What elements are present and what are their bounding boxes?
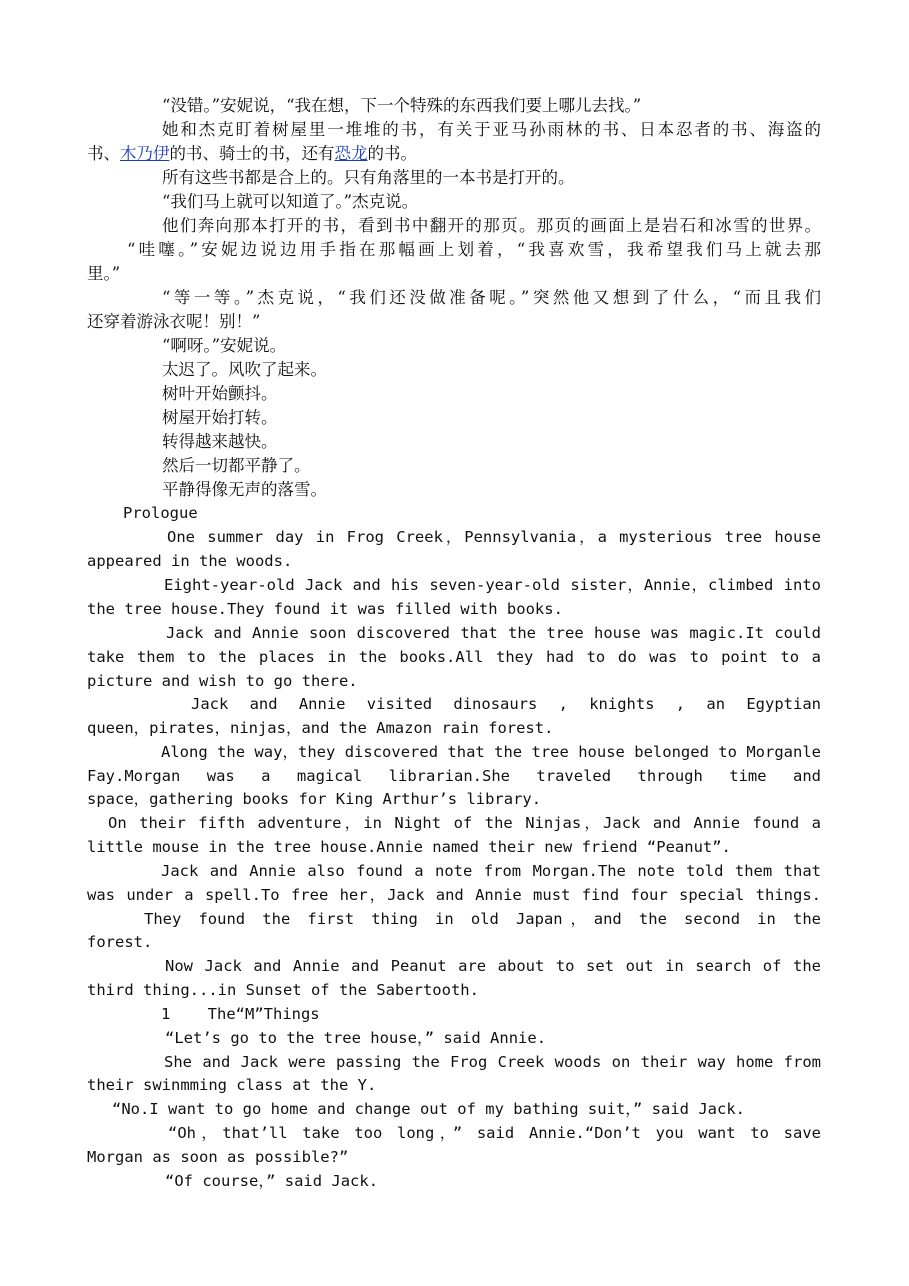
text-line: little mouse in the tree house.Annie named their new friend “Peanut”.: [87, 838, 731, 856]
text-line: space，gathering books for King Arthur’s library.: [87, 790, 542, 808]
text-line: their swinmming class at the Y.: [87, 1076, 377, 1094]
text-line: Jack and Annie soon discovered that the tree house was magic.It could: [166, 624, 821, 642]
text-line: Jack and Annie visited dinosaurs , knights , an Egyptian: [191, 695, 821, 713]
text-line: Eight-year-old Jack and his seven-year-old sister，Annie，climbed into: [164, 576, 821, 594]
text-line: One summer day in Frog Creek，Pennsylvania，a mysterious tree house: [167, 528, 821, 546]
text-line: Morgan as soon as possible?”: [87, 1148, 349, 1166]
text-line: was under a spell.To free her，Jack and Annie must find four special things.: [87, 886, 821, 904]
text-line: 树叶开始颤抖。: [162, 384, 278, 403]
text-segment: 的书。: [367, 144, 417, 163]
text-line: 还穿着游泳衣呢！别！”: [87, 312, 261, 331]
text-line: [87, 142, 821, 166]
text-line: “Let’s go to the tree house，” said Annie.: [165, 1029, 547, 1047]
text-line: the tree house.They found it was filled with books.: [87, 600, 563, 618]
text-line: Now Jack and Annie and Peanut are about to set out in search of the: [165, 957, 821, 975]
text-line: They found the first thing in old Japan，and the second in the: [144, 910, 821, 928]
text-line: 他们奔向那本打开的书，看到书中翻开的那页。那页的画面上是岩石和冰雪的世界。: [162, 216, 821, 235]
text-segment: 书、: [87, 144, 120, 163]
text-line: picture and wish to go there.: [87, 672, 358, 690]
text-segment: 的书、骑士的书，还有: [169, 144, 335, 163]
text-line: forest.: [87, 933, 153, 951]
text-line: 平静得像无声的落雪。: [162, 480, 327, 499]
text-line: third thing...in Sunset of the Sabertooth.: [87, 981, 479, 999]
text-line: She and Jack were passing the Frog Creek woods on their way home from: [164, 1053, 821, 1071]
text-line: 她和杰克盯着树屋里一堆堆的书，有关于亚马孙雨林的书、日本忍者的书、海盗的: [162, 120, 821, 139]
text-line: “啊呀。”安妮说。: [162, 336, 287, 355]
text-line: 然后一切都平静了。: [162, 456, 311, 475]
text-line: Jack and Annie also found a note from Morgan.The note told them that: [161, 862, 821, 880]
link-dinosaur[interactable]: 恐龙: [334, 144, 368, 163]
text-line: 所有这些书都是合上的。只有角落里的一本书是打开的。: [162, 168, 575, 187]
text-line: “Oh，that’ll take too long，” said Annie.“Don’t you want to save: [168, 1124, 821, 1142]
text-line: appeared in the woods.: [87, 552, 293, 570]
text-line: Along the way，they discovered that the tree house belonged to Morganle: [161, 743, 821, 761]
text-line: “Of course，” said Jack.: [165, 1172, 379, 1190]
text-line: “我们马上就可以知道了。”杰克说。: [162, 192, 419, 211]
text-line: 树屋开始打转。: [162, 408, 278, 427]
text-line: take them to the places in the books.All they had to do was to point to a: [87, 648, 821, 666]
text-line: 太迟了。风吹了起来。: [162, 360, 327, 379]
text-line: Fay.Morgan was a magical librarian.She traveled through time and: [87, 767, 821, 785]
link-mummy[interactable]: 木乃伊: [120, 144, 170, 163]
text-line: 里。”: [87, 264, 121, 283]
text-line: queen，pirates，ninjas，and the Amazon rain forest.: [87, 719, 554, 737]
chapter-heading: 1 The“M”Things: [161, 1005, 320, 1023]
text-line: “No.I want to go home and change out of my bathing suit，” said Jack.: [112, 1100, 745, 1118]
text-line: 转得越来越快。: [162, 432, 278, 451]
section-heading-prologue: Prologue: [123, 504, 198, 522]
text-line: “没错。”安妮说，“我在想，下一个特殊的东西我们要上哪儿去找。”: [162, 96, 642, 115]
text-line: “等一等。”杰克说，“我们还没做准备呢。”突然他又想到了什么，“而且我们: [162, 288, 821, 307]
text-line: “哇噻。”安妮边说边用手指在那幅画上划着，“我喜欢雪，我希望我们马上就去那: [127, 240, 821, 259]
text-line: On their fifth adventure，in Night of the Ninjas，Jack and Annie found a: [108, 814, 821, 832]
